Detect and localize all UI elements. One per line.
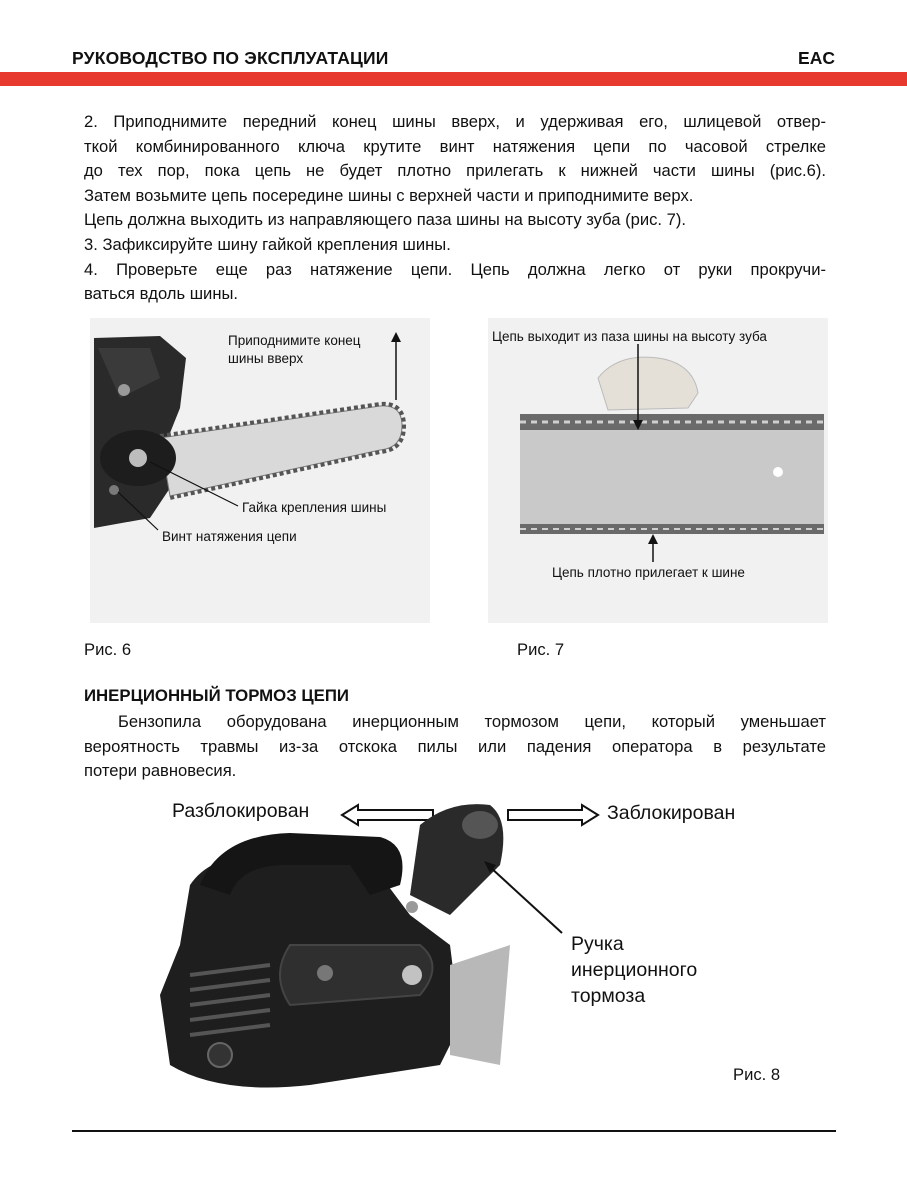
label-brake-handle-line1: Ручка	[571, 933, 624, 955]
arrow-left-icon	[342, 805, 433, 825]
text-line: Цепь должна выходить из направляющего паза шины на высоту зуба (рис. 7).	[84, 210, 687, 230]
label-chain-fits-bar: Цепь плотно прилегает к шине	[552, 565, 745, 580]
figure-7-photo	[488, 318, 828, 623]
header-red-band	[0, 72, 907, 86]
label-unlocked: Разблокирован	[172, 800, 310, 822]
footer-rule	[72, 1130, 836, 1132]
figure-6-photo	[90, 318, 430, 623]
text-line: до тех пор, пока цепь не будет плотно прилегать к нижней части шины (рис.6).	[84, 161, 826, 181]
section-title-chain-brake: ИНЕРЦИОННЫЙ ТОРМОЗ ЦЕПИ	[84, 686, 349, 705]
label-locked: Заблокирован	[607, 802, 736, 824]
text-line: Затем возьмите цепь посередине шины с верхней части и приподнимите верх.	[84, 185, 694, 205]
brake-paragraph	[84, 710, 826, 784]
eac-mark: EAC	[798, 48, 835, 68]
text-line: потери равновесия.	[84, 761, 237, 781]
label-chain-tooth-height: Цепь выходит из паза шины на высоту зуба	[492, 329, 767, 344]
text-line: ваться вдоль шины.	[84, 284, 239, 304]
document-header-title: РУКОВОДСТВО ПО ЭКСПЛУАТАЦИИ	[72, 48, 389, 68]
arrow-right-icon	[508, 805, 598, 825]
label-lift-line1: Приподнимите конец	[228, 333, 361, 348]
label-brake-handle-line2: инерционного	[571, 959, 698, 981]
figure-8-photo	[150, 795, 810, 1110]
text-line: 2. Приподнимите передний конец шины вверх, и удерживая его, шлицевой отвер-	[84, 112, 826, 131]
label-brake-handle-line3: тормоза	[571, 985, 646, 1007]
figure-6-caption: Рис. 6	[84, 640, 132, 659]
label-tension-screw: Винт натяжения цепи	[162, 529, 297, 544]
text-line: 3. Зафиксируйте шину гайкой крепления шины.	[84, 234, 451, 254]
figure-7-caption: Рис. 7	[517, 640, 565, 659]
text-line: Бензопила оборудована инерционным тормозом цепи, который уменьшает	[118, 712, 826, 731]
instructions-paragraph	[84, 110, 826, 307]
label-nut: Гайка крепления шины	[242, 500, 387, 515]
text-line: вероятность травмы из-за отскока пилы или падения оператора в результате	[84, 736, 826, 756]
figure-8-caption: Рис. 8	[733, 1065, 781, 1084]
text-line: 4. Проверьте еще раз натяжение цепи. Цепь должна легко от руки прокручи-	[84, 259, 826, 279]
figure-8-illustration	[150, 795, 810, 1110]
label-lift-line2: шины вверх	[228, 351, 304, 366]
text-line: ткой комбинированного ключа крутите винт натяжения цепи по часовой стрелке	[84, 136, 826, 156]
